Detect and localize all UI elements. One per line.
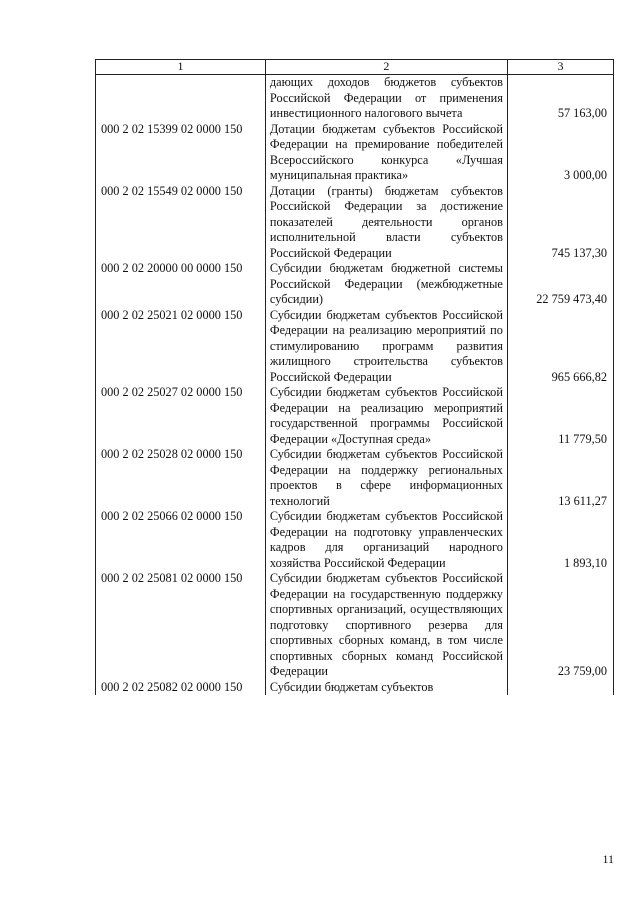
table-row [96, 680, 614, 696]
column-header-3: 3 [507, 60, 613, 75]
table-row [96, 122, 614, 184]
budget-code-cell [96, 75, 266, 122]
column-header-1: 1 [96, 60, 266, 75]
table-row [96, 184, 614, 262]
column-number-header-row [96, 60, 614, 75]
item-name-cell: Дотации (гранты) бюджетам субъектов Российской Федерации за достижение показателей деятельности органов исполнительной власти субъектов Российской Федерации [265, 184, 507, 262]
item-name-cell: Дотации бюджетам субъектов Российской Федерации на премирование победителей Всероссийского конкурса «Лучшая муниципальная практика» [265, 122, 507, 184]
amount-cell: 57 163,00 [507, 75, 613, 122]
budget-code-cell: 000 2 02 15549 02 0000 150 [96, 184, 266, 262]
budget-code-cell: 000 2 02 25021 02 0000 150 [96, 308, 266, 386]
table-row [96, 385, 614, 447]
table-row [96, 308, 614, 386]
amount-cell: 3 000,00 [507, 122, 613, 184]
table-row [96, 571, 614, 680]
column-header-2: 2 [265, 60, 507, 75]
budget-code-cell: 000 2 02 25066 02 0000 150 [96, 509, 266, 571]
item-name-cell: Субсидии бюджетам субъектов Российской Федерации на реализацию мероприятий по стимулированию программ развития жилищного строительства субъектов Российской Федерации [265, 308, 507, 386]
item-name-cell: Субсидии бюджетам субъектов Российской Федерации на подготовку управленческих кадров для организаций народного хозяйства Российской Федерации [265, 509, 507, 571]
amount-cell: 13 611,27 [507, 447, 613, 509]
table-row [96, 509, 614, 571]
amount-cell: 23 759,00 [507, 571, 613, 680]
table-row [96, 261, 614, 308]
item-name-cell: Субсидии бюджетам субъектов Российской Федерации на поддержку региональных проектов в сфере информационных технологий [265, 447, 507, 509]
budget-code-cell: 000 2 02 25081 02 0000 150 [96, 571, 266, 680]
budget-code-cell: 000 2 02 25082 02 0000 150 [96, 680, 266, 696]
item-name-cell: Субсидии бюджетам субъектов [265, 680, 507, 696]
amount-cell: 11 779,50 [507, 385, 613, 447]
item-name-cell: Субсидии бюджетам бюджетной системы Российской Федерации (межбюджетные субсидии) [265, 261, 507, 308]
table-row [96, 75, 614, 122]
budget-code-cell: 000 2 02 25027 02 0000 150 [96, 385, 266, 447]
budget-code-cell: 000 2 02 15399 02 0000 150 [96, 122, 266, 184]
budget-table [95, 59, 614, 695]
item-name-cell: Субсидии бюджетам субъектов Российской Федерации на реализацию мероприятий государственной программы Российской Федерации «Доступная среда» [265, 385, 507, 447]
amount-cell: 1 893,10 [507, 509, 613, 571]
amount-cell: 22 759 473,40 [507, 261, 613, 308]
page-number: 11 [602, 852, 614, 866]
table-row [96, 447, 614, 509]
budget-code-cell: 000 2 02 20000 00 0000 150 [96, 261, 266, 308]
amount-cell [507, 680, 613, 696]
amount-cell: 965 666,82 [507, 308, 613, 386]
amount-cell: 745 137,30 [507, 184, 613, 262]
budget-code-cell: 000 2 02 25028 02 0000 150 [96, 447, 266, 509]
item-name-cell: дающих доходов бюджетов субъектов Российской Федерации от применения инвестиционного налогового вычета [265, 75, 507, 122]
item-name-cell: Субсидии бюджетам субъектов Российской Федерации на государственную поддержку спортивных организаций, осуществляющих подготовку спортивного резерва для спортивных сборных команд, в том числе спортивных сборных команд Российской Федерации [265, 571, 507, 680]
